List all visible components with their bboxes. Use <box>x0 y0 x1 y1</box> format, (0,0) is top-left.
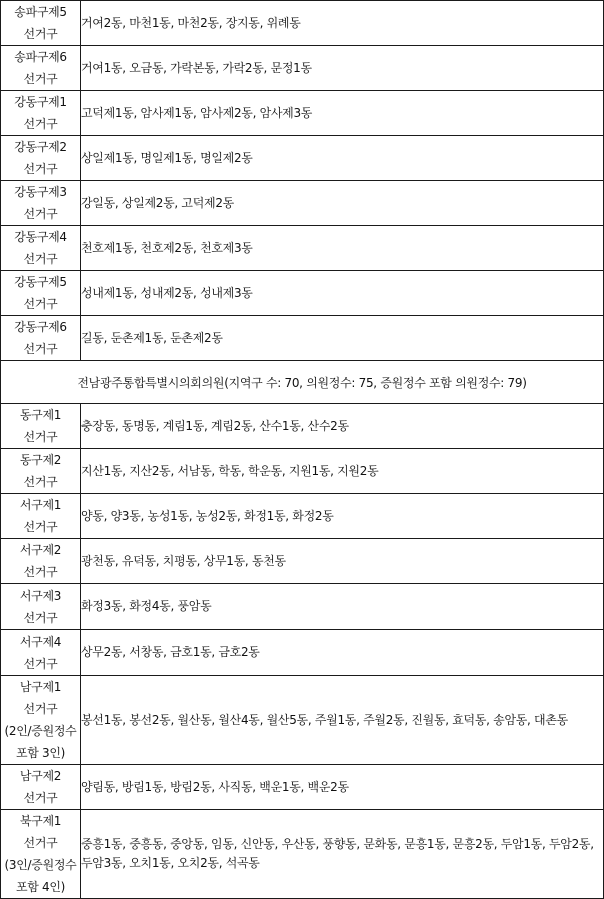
table-row <box>1 494 604 539</box>
district-name-line: 송파구제5 <box>14 5 67 19</box>
dong-list-cell: 길동, 둔촌제1동, 둔촌제2동 <box>81 316 604 361</box>
dong-list-cell: 성내제1동, 성내제2동, 성내제3동 <box>81 271 604 316</box>
district-name-line: 선거구 <box>23 117 58 131</box>
dong-list-cell: 충장동, 동명동, 계림1동, 계림2동, 산수1동, 산수2동 <box>81 404 604 449</box>
table-row <box>1 91 604 136</box>
table-row <box>1 136 604 181</box>
district-name-line: 포함 4인) <box>15 880 66 894</box>
district-name-line: 선거구 <box>23 162 58 176</box>
district-name-cell <box>1 765 81 810</box>
district-name-cell <box>1 316 81 361</box>
table-row <box>1 449 604 494</box>
dong-list-cell: 지산1동, 지산2동, 서남동, 학동, 학운동, 지원1동, 지원2동 <box>81 449 604 494</box>
section-header: 전남광주통합특별시의회의원(지역구 수: 70, 의원정수: 75, 증원정수 포함 의원정수: 79) <box>1 361 604 404</box>
district-name-line: 서구제3 <box>19 588 62 603</box>
district-name-cell <box>1 136 81 181</box>
district-name-cell <box>1 271 81 316</box>
table-row <box>1 46 604 91</box>
district-name-line: 강동구제3 <box>14 185 67 199</box>
district-name-line: (2인/증원정수 <box>4 724 77 738</box>
dong-list-cell: 중흥1동, 중흥동, 중앙동, 임동, 신안동, 우산동, 풍향동, 문화동, 문흥1동, 문흥2동, 두암1동, 두암2동, 두암3동, 오치1동, 오치2동, 석곡동 <box>81 810 604 899</box>
district-name-cell <box>1 1 81 46</box>
dong-list-cell: 상무2동, 서창동, 금호1동, 금호2동 <box>81 630 604 676</box>
district-name-cell <box>1 810 81 899</box>
district-name-line: 강동구제4 <box>14 230 67 244</box>
district-name-cell <box>1 494 81 539</box>
table-row <box>1 584 604 630</box>
district-name-line: 남구제2 <box>19 769 62 783</box>
district-name-line: 선거구 <box>23 565 58 579</box>
table-row <box>1 271 604 316</box>
district-name-line: 선거구 <box>23 342 58 356</box>
district-name-line: 남구제1 <box>19 680 62 694</box>
district-name-cell <box>1 449 81 494</box>
dong-list-cell: 양동, 양3동, 농성1동, 농성2동, 화정1동, 화정2동 <box>81 494 604 539</box>
dong-list-cell: 고덕제1동, 암사제1동, 암사제2동, 암사제3동 <box>81 91 604 136</box>
table-row <box>1 810 604 899</box>
district-name-line: 선거구 <box>23 702 58 716</box>
section-header-row <box>1 361 604 404</box>
district-name-line: 서구제1 <box>19 498 62 512</box>
district-name-line: 선거구 <box>23 791 58 805</box>
district-name-line: 선거구 <box>23 207 58 221</box>
dong-list-cell: 거여1동, 오금동, 가락본동, 가락2동, 문정1동 <box>81 46 604 91</box>
table-row <box>1 181 604 226</box>
district-name-line: 강동구제5 <box>14 275 67 289</box>
district-name-line: 선거구 <box>23 610 58 625</box>
dong-list-cell: 강일동, 상일제2동, 고덕제2동 <box>81 181 604 226</box>
district-name-line: 선거구 <box>23 836 58 850</box>
district-name-line: 강동구제2 <box>14 140 67 154</box>
district-name-line: 송파구제6 <box>14 50 67 64</box>
dong-list-cell: 광천동, 유덕동, 치평동, 상무1동, 동천동 <box>81 539 604 584</box>
district-name-line: 선거구 <box>23 72 58 86</box>
district-name-line: 북구제1 <box>19 814 62 828</box>
district-name-cell <box>1 226 81 271</box>
district-name-cell <box>1 91 81 136</box>
district-name-cell <box>1 630 81 676</box>
district-name-line: 강동구제6 <box>14 320 67 334</box>
table-row <box>1 1 604 46</box>
dong-list-cell: 상일제1동, 명일제1동, 명일제2동 <box>81 136 604 181</box>
table-row <box>1 316 604 361</box>
district-name-line: 선거구 <box>23 297 58 311</box>
district-name-line: 강동구제1 <box>14 95 67 109</box>
dong-list-cell: 화정3동, 화정4동, 풍암동 <box>81 584 604 630</box>
table-row <box>1 765 604 810</box>
district-name-cell <box>1 584 81 630</box>
district-name-line: 동구제2 <box>19 453 62 467</box>
district-name-line: 선거구 <box>23 656 58 671</box>
district-name-cell <box>1 404 81 449</box>
district-name-cell <box>1 181 81 226</box>
district-name-cell <box>1 676 81 765</box>
district-name-cell <box>1 46 81 91</box>
district-name-line: (3인/증원정수 <box>4 858 77 872</box>
district-name-line: 서구제4 <box>19 634 62 649</box>
district-name-line: 선거구 <box>23 475 58 489</box>
dong-list-cell: 거여2동, 마천1동, 마천2동, 장지동, 위례동 <box>81 1 604 46</box>
district-name-cell <box>1 539 81 584</box>
dong-list-cell: 양림동, 방림1동, 방림2동, 사직동, 백운1동, 백운2동 <box>81 765 604 810</box>
dong-list-cell: 봉선1동, 봉선2동, 월산동, 월산4동, 월산5동, 주월1동, 주월2동, 진월동, 효덕동, 송암동, 대촌동 <box>81 676 604 765</box>
district-name-line: 포함 3인) <box>15 746 66 760</box>
dong-list-cell: 천호제1동, 천호제2동, 천호제3동 <box>81 226 604 271</box>
table-row <box>1 676 604 765</box>
district-name-line: 서구제2 <box>19 543 62 557</box>
table-row <box>1 630 604 676</box>
district-name-line: 선거구 <box>23 520 58 534</box>
district-name-line: 선거구 <box>23 27 58 41</box>
table-row <box>1 226 604 271</box>
table-row <box>1 404 604 449</box>
district-name-line: 선거구 <box>23 252 58 266</box>
table-row <box>1 539 604 584</box>
district-name-line: 동구제1 <box>19 408 62 422</box>
district-name-line: 선거구 <box>23 430 58 444</box>
